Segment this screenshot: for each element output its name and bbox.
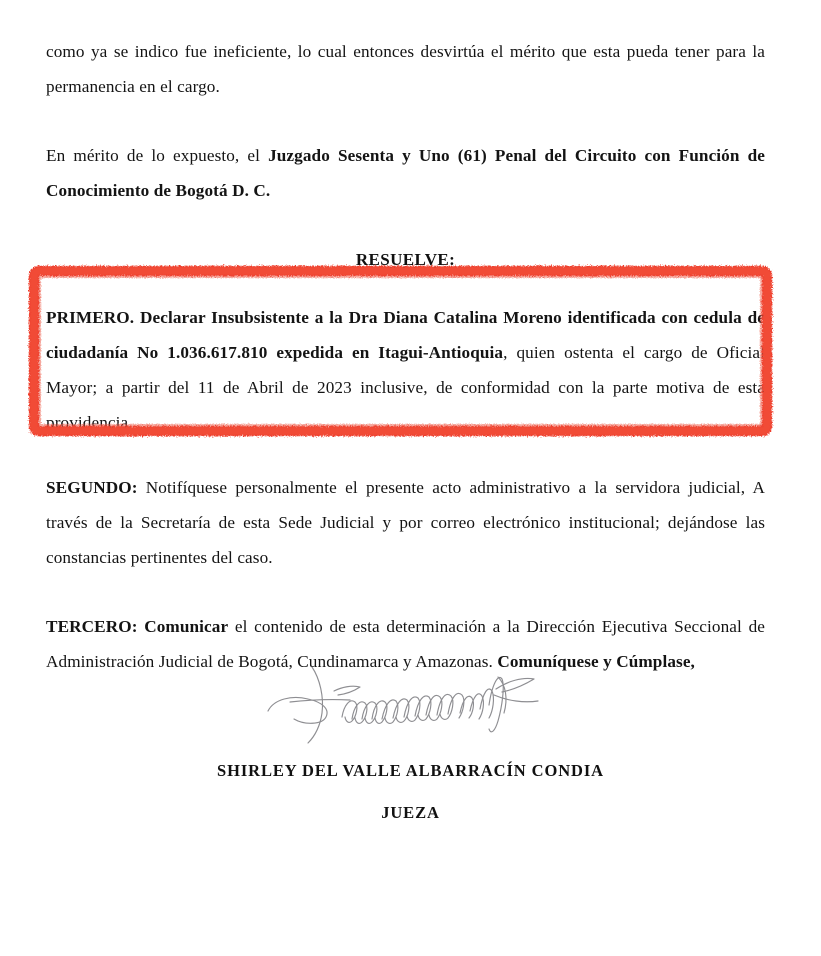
- tercero-text: el contenido de esta determinación a la Dirección Ejecutiva Seccional de Administración Judicial de Bogotá, Cundinamarca y Amazonas.: [46, 617, 765, 671]
- handwritten-signature-icon: [246, 655, 576, 747]
- spacer: [46, 228, 765, 250]
- document-body: [46, 34, 765, 679]
- highlighted-primero-block: [46, 300, 765, 440]
- signer-role: JUEZA: [381, 803, 440, 822]
- en-merito-lead: En mérito de lo expuesto, el: [46, 146, 269, 165]
- heading-resuelve: RESUELVE:: [355, 250, 456, 269]
- signer-name: SHIRLEY DEL VALLE ALBARRACÍN CONDIA: [217, 761, 604, 780]
- juzgado-name: Juzgado Sesenta y Uno (61) Penal del Circuito con Función de Conocimiento de Bogotá D. C.: [46, 146, 765, 200]
- segundo-text: Notifíquese personalmente el presente acto administrativo a la servidora judicial, A través de la Secretaría de esta Sede Judicial y por correo electrónico institucional; dejándose las constancias pertinentes del caso.: [46, 478, 765, 567]
- tercero-label: TERCERO: Comunicar: [46, 617, 229, 636]
- paragraph-primero: [46, 300, 765, 440]
- paragraph-en-merito: [46, 138, 765, 208]
- spacer: [46, 124, 765, 138]
- tercero-closing: Comuníquese y Cúmplase,: [497, 652, 695, 671]
- primero-emphasis: PRIMERO. Declarar Insubsistente a la Dra Diana Catalina Moreno identificada con cedula de ciudadanía No 1.036.617.810 expedida en Itagui-Antioquia: [46, 308, 765, 362]
- primero-remainder: , quien ostenta el cargo de Oficial Mayor; a partir del 11 de Abril de 2023 inclusive, de conformidad con la parte motiva de esta providencia.: [46, 343, 765, 432]
- paragraph-segundo: [46, 470, 765, 575]
- paragraph-continuation: como ya se indico fue ineficiente, lo cual entonces desvirtúa el mérito que esta pueda tener para la permanencia en el cargo.: [46, 42, 765, 96]
- spacer: [46, 595, 765, 609]
- segundo-label: SEGUNDO:: [46, 478, 138, 497]
- spacer: [46, 270, 765, 300]
- signature-block: [0, 655, 821, 823]
- spacer: [46, 440, 765, 470]
